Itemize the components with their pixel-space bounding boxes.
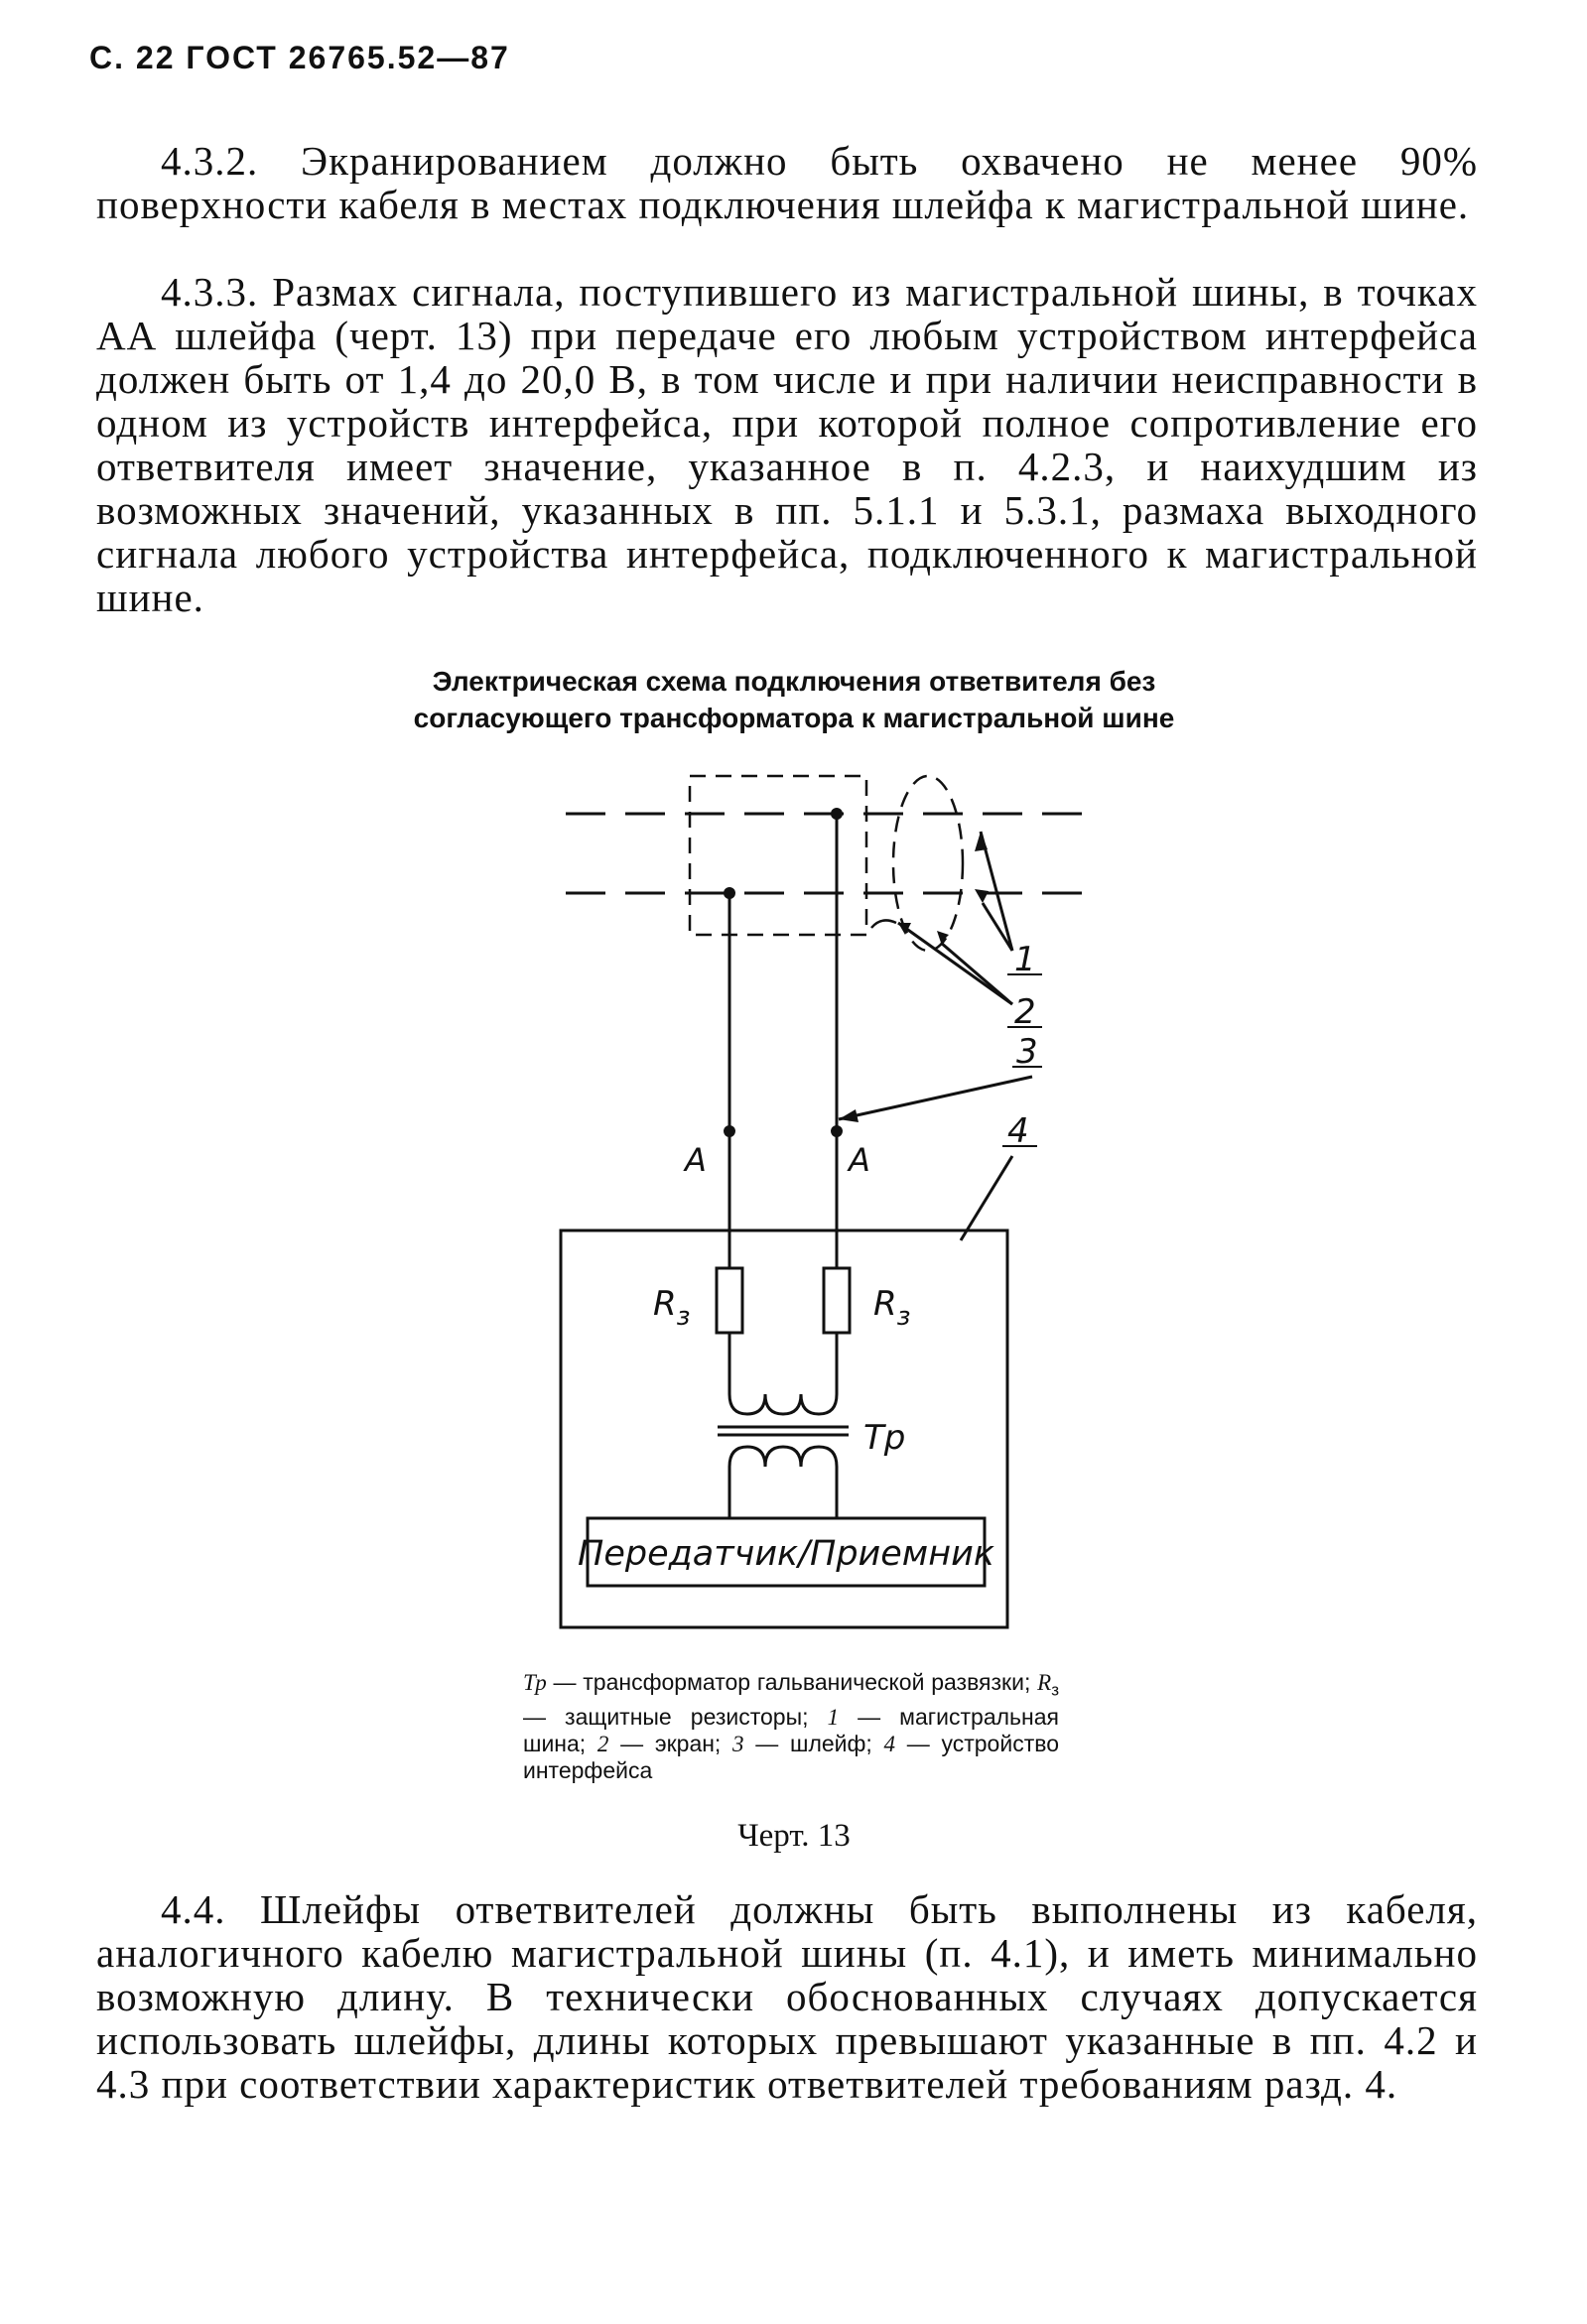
legend-n4: 4	[883, 1731, 896, 1756]
figure-title-line2: согласующего трансформатора к магистральной шине	[413, 703, 1175, 733]
legend-n1-text: — магистральная шина;	[523, 1703, 1059, 1756]
page-header: С. 22 ГОСТ 26765.52—87	[89, 40, 510, 75]
figure-legend	[523, 1669, 1059, 1784]
legend-tp-text: — трансформатор гальванической развязки;	[546, 1669, 1038, 1695]
legend-n4-text: — устройство интерфейса	[523, 1730, 1059, 1783]
resistor-left	[717, 1268, 742, 1333]
label-point-a-right: А	[849, 1141, 870, 1179]
junction-dot	[724, 887, 735, 899]
label-3: 3	[1016, 1032, 1038, 1072]
legend-tp: Тр	[523, 1670, 547, 1695]
point-a-dot-right	[831, 1125, 843, 1137]
legend-r: R	[1037, 1670, 1052, 1695]
legend-n2: 2	[596, 1731, 609, 1756]
label-1: 1	[1014, 940, 1036, 979]
legend-n1: 1	[827, 1704, 840, 1730]
paragraph-text: 4.3.3. Размах сигнала, поступившего из магистральной шины, в точках АА шлейфа (черт. 13) при передаче его любым устройством интерфейса должен быть от 1,4 до 20,0 В, в том числе и при наличии неисправности в одном из устройств интерфейса, при которой полное сопротивление его ответвителя имеет значение, указанное в п. 4.2.3, и наихудшим из возможных значений, указанных в пп. 5.1.1 и 5.3.1, размаха выходного сигнала любого устройства интерфейса, подключенного к магистральной шине.	[96, 269, 1478, 620]
paragraph-text: 4.3.2. Экранированием должно быть охвачено не менее 90% поверхности кабеля в местах подключения шлейфа к магистральной шине.	[96, 138, 1478, 227]
legend-n2-text: — экран;	[608, 1730, 733, 1756]
transformer-secondary	[729, 1447, 837, 1467]
leader-2b	[941, 943, 1012, 1004]
point-a-dot-left	[724, 1125, 735, 1137]
paragraph-4-4	[96, 1887, 1478, 2106]
legend-n3-text: — шлейф;	[743, 1730, 884, 1756]
label-transmitter-receiver: Передатчик/Приемник	[578, 1534, 994, 1574]
junction-dot	[831, 808, 843, 820]
label-2: 2	[1014, 992, 1036, 1032]
legend-r-sub: з	[1051, 1680, 1059, 1700]
transformer-primary	[729, 1394, 837, 1414]
resistor-right	[824, 1268, 850, 1333]
shield-box	[690, 776, 866, 935]
legend-n3: 3	[732, 1731, 744, 1756]
paragraph-text: 4.4. Шлейфы ответвителей должны быть выполнены из кабеля, аналогичного кабелю магистральной шины (п. 4.1), и иметь минимально возможную длину. В технически обоснованных случаях допускается использовать шлейфы, длины которых превышают указанные в пп. 4.2 и 4.3 при соответствии характеристик ответвителей требованиям разд. 4.	[96, 1886, 1478, 2107]
label-point-a-left: А	[685, 1141, 707, 1179]
figure-caption: Черт. 13	[737, 1818, 851, 1854]
figure-title-line1: Электрическая схема подключения ответвителя без	[432, 666, 1156, 697]
label-r3-right: $R_з$	[873, 1284, 911, 1332]
label-r3-left: $R_з$	[653, 1284, 691, 1332]
leader-3	[839, 1077, 1032, 1119]
label-4: 4	[1007, 1111, 1029, 1151]
leader-1b	[983, 903, 1012, 951]
leader-4	[961, 1156, 1012, 1240]
legend-r-text: — защитные резисторы;	[523, 1703, 828, 1730]
label-transformer: Тр	[863, 1418, 906, 1458]
leader-2a	[898, 923, 1012, 1004]
